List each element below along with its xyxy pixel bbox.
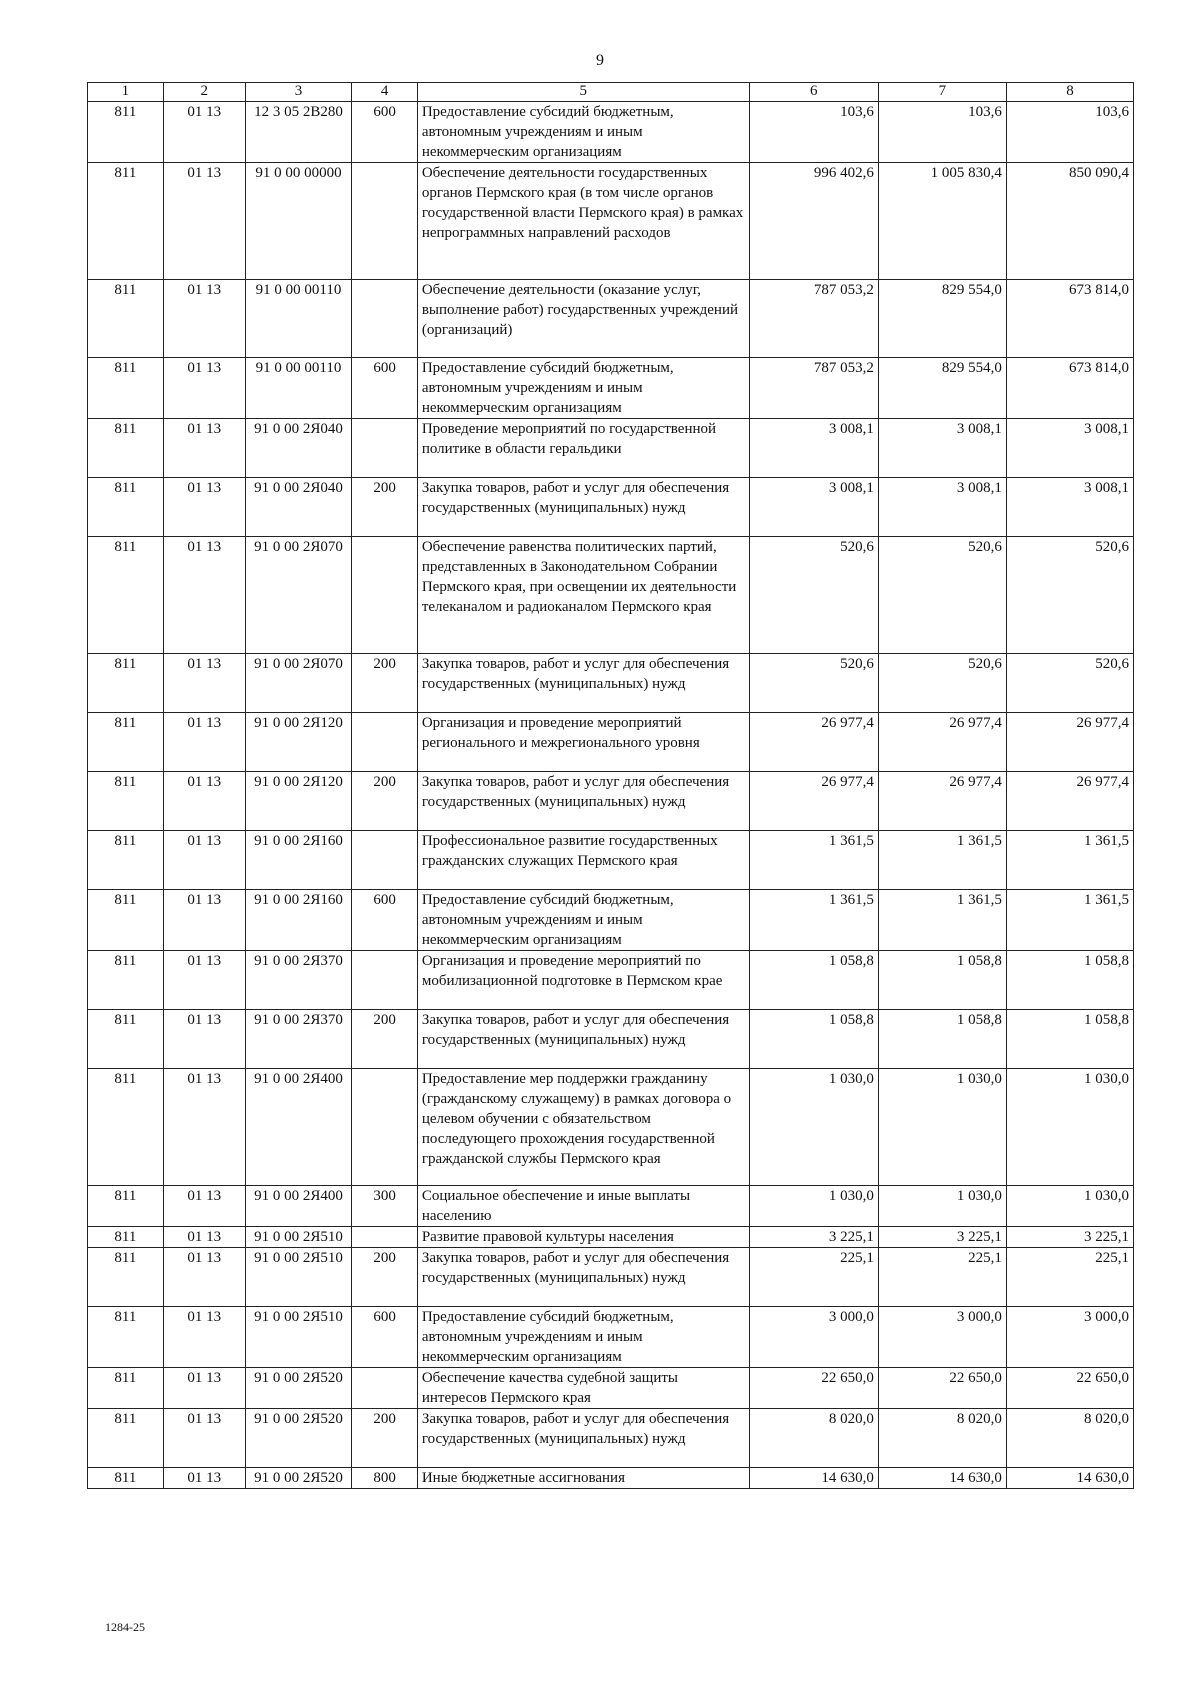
cell-description: Предоставление мер поддержки гражданину (гражданскому служащему) в рамках договора о целевом обучении с обязательством последующего прохождения государственной гражданской службы Пермского края [417,1069,749,1186]
cell-amount-year-2: 1 058,8 [878,1010,1006,1069]
header-cell: 2 [163,83,245,102]
cell-section: 01 13 [163,951,245,1010]
cell-amount-year-1: 787 053,2 [749,280,878,358]
cell-expense-type [352,1069,418,1186]
cell-description: Закупка товаров, работ и услуг для обеспечения государственных (муниципальных) нужд [417,1409,749,1468]
cell-target-article: 91 0 00 2Я070 [245,654,352,713]
table-row [88,102,1134,163]
cell-amount-year-1: 1 058,8 [749,951,878,1010]
header-cell: 1 [88,83,164,102]
cell-amount-year-3: 22 650,0 [1006,1368,1133,1409]
cell-admin-code: 811 [88,280,164,358]
cell-description: Предоставление субсидий бюджетным, автономным учреждениям и иным некоммерческим организациям [417,358,749,419]
cell-amount-year-2: 3 008,1 [878,419,1006,478]
table-row [88,537,1134,654]
cell-amount-year-1: 3 000,0 [749,1307,878,1368]
cell-admin-code: 811 [88,772,164,831]
cell-amount-year-3: 1 030,0 [1006,1069,1133,1186]
cell-amount-year-1: 1 361,5 [749,831,878,890]
cell-amount-year-3: 3 008,1 [1006,419,1133,478]
cell-amount-year-2: 14 630,0 [878,1468,1006,1489]
cell-amount-year-3: 520,6 [1006,654,1133,713]
cell-expense-type [352,1368,418,1409]
cell-description: Закупка товаров, работ и услуг для обеспечения государственных (муниципальных) нужд [417,1010,749,1069]
table-row [88,1010,1134,1069]
cell-admin-code: 811 [88,163,164,280]
cell-section: 01 13 [163,1368,245,1409]
header-cell: 4 [352,83,418,102]
cell-expense-type: 200 [352,478,418,537]
cell-amount-year-1: 225,1 [749,1248,878,1307]
cell-target-article: 91 0 00 2Я510 [245,1248,352,1307]
cell-description: Проведение мероприятий по государственной политике в области геральдики [417,419,749,478]
cell-section: 01 13 [163,419,245,478]
cell-amount-year-1: 26 977,4 [749,713,878,772]
cell-target-article: 91 0 00 2Я400 [245,1069,352,1186]
cell-admin-code: 811 [88,1186,164,1227]
cell-amount-year-1: 14 630,0 [749,1468,878,1489]
cell-expense-type [352,831,418,890]
cell-amount-year-3: 1 058,8 [1006,1010,1133,1069]
cell-admin-code: 811 [88,951,164,1010]
cell-expense-type [352,163,418,280]
cell-target-article: 91 0 00 2Я070 [245,537,352,654]
cell-admin-code: 811 [88,478,164,537]
cell-admin-code: 811 [88,1368,164,1409]
cell-expense-type [352,951,418,1010]
cell-expense-type: 600 [352,358,418,419]
cell-target-article: 91 0 00 00110 [245,280,352,358]
cell-target-article: 91 0 00 2Я120 [245,772,352,831]
header-row [88,83,1134,102]
cell-amount-year-3: 8 020,0 [1006,1409,1133,1468]
cell-amount-year-3: 14 630,0 [1006,1468,1133,1489]
cell-amount-year-2: 1 030,0 [878,1069,1006,1186]
cell-section: 01 13 [163,1069,245,1186]
table-row [88,163,1134,280]
cell-target-article: 91 0 00 2Я510 [245,1227,352,1248]
cell-amount-year-2: 3 000,0 [878,1307,1006,1368]
cell-target-article: 91 0 00 00110 [245,358,352,419]
cell-amount-year-3: 225,1 [1006,1248,1133,1307]
cell-amount-year-1: 22 650,0 [749,1368,878,1409]
table-row [88,1368,1134,1409]
header-cell: 3 [245,83,352,102]
cell-target-article: 12 3 05 2В280 [245,102,352,163]
cell-amount-year-1: 1 030,0 [749,1186,878,1227]
table-row [88,654,1134,713]
header-cell: 6 [749,83,878,102]
cell-section: 01 13 [163,1227,245,1248]
cell-amount-year-1: 520,6 [749,654,878,713]
cell-admin-code: 811 [88,1227,164,1248]
table-row [88,1409,1134,1468]
cell-amount-year-3: 26 977,4 [1006,713,1133,772]
cell-description: Закупка товаров, работ и услуг для обеспечения государственных (муниципальных) нужд [417,478,749,537]
table-row [88,890,1134,951]
cell-amount-year-1: 3 008,1 [749,419,878,478]
table-row [88,1307,1134,1368]
cell-amount-year-1: 103,6 [749,102,878,163]
cell-amount-year-1: 8 020,0 [749,1409,878,1468]
cell-amount-year-3: 850 090,4 [1006,163,1133,280]
cell-description: Предоставление субсидий бюджетным, автономным учреждениям и иным некоммерческим организациям [417,102,749,163]
cell-description: Организация и проведение мероприятий по мобилизационной подготовке в Пермском крае [417,951,749,1010]
table-row [88,280,1134,358]
cell-amount-year-3: 3 008,1 [1006,478,1133,537]
cell-target-article: 91 0 00 2Я160 [245,890,352,951]
cell-amount-year-1: 1 058,8 [749,1010,878,1069]
cell-amount-year-1: 1 030,0 [749,1069,878,1186]
cell-amount-year-2: 3 225,1 [878,1227,1006,1248]
cell-description: Закупка товаров, работ и услуг для обеспечения государственных (муниципальных) нужд [417,772,749,831]
cell-description: Предоставление субсидий бюджетным, автономным учреждениям и иным некоммерческим организациям [417,890,749,951]
cell-description: Обеспечение деятельности (оказание услуг, выполнение работ) государственных учреждений (организаций) [417,280,749,358]
cell-description: Обеспечение деятельности государственных органов Пермского края (в том числе органов государственной власти Пермского края) в рамках непрограммных направлений расходов [417,163,749,280]
cell-amount-year-1: 520,6 [749,537,878,654]
cell-admin-code: 811 [88,1069,164,1186]
cell-amount-year-2: 1 058,8 [878,951,1006,1010]
cell-expense-type: 600 [352,102,418,163]
budget-table [87,82,1134,1489]
table-row [88,478,1134,537]
cell-description: Развитие правовой культуры населения [417,1227,749,1248]
cell-target-article: 91 0 00 2Я040 [245,478,352,537]
cell-section: 01 13 [163,537,245,654]
cell-section: 01 13 [163,654,245,713]
cell-admin-code: 811 [88,713,164,772]
cell-expense-type: 200 [352,1010,418,1069]
table-body [88,102,1134,1489]
header-cell: 5 [417,83,749,102]
table-row [88,772,1134,831]
cell-admin-code: 811 [88,358,164,419]
cell-amount-year-2: 829 554,0 [878,280,1006,358]
cell-amount-year-3: 3 000,0 [1006,1307,1133,1368]
cell-amount-year-1: 26 977,4 [749,772,878,831]
cell-target-article: 91 0 00 2Я520 [245,1368,352,1409]
cell-admin-code: 811 [88,419,164,478]
cell-description: Профессиональное развитие государственных гражданских служащих Пермского края [417,831,749,890]
cell-description: Иные бюджетные ассигнования [417,1468,749,1489]
cell-section: 01 13 [163,713,245,772]
cell-amount-year-1: 3 008,1 [749,478,878,537]
cell-section: 01 13 [163,831,245,890]
cell-amount-year-1: 996 402,6 [749,163,878,280]
cell-amount-year-2: 26 977,4 [878,713,1006,772]
cell-section: 01 13 [163,1307,245,1368]
cell-admin-code: 811 [88,1409,164,1468]
cell-section: 01 13 [163,358,245,419]
cell-amount-year-3: 1 361,5 [1006,831,1133,890]
cell-amount-year-2: 1 361,5 [878,890,1006,951]
table-row [88,1069,1134,1186]
cell-amount-year-2: 829 554,0 [878,358,1006,419]
cell-admin-code: 811 [88,831,164,890]
cell-amount-year-2: 22 650,0 [878,1368,1006,1409]
cell-admin-code: 811 [88,1248,164,1307]
cell-target-article: 91 0 00 2Я370 [245,951,352,1010]
cell-admin-code: 811 [88,890,164,951]
cell-expense-type [352,419,418,478]
cell-amount-year-3: 3 225,1 [1006,1227,1133,1248]
cell-amount-year-2: 3 008,1 [878,478,1006,537]
cell-admin-code: 811 [88,102,164,163]
table-row [88,1248,1134,1307]
table-row [88,358,1134,419]
cell-amount-year-3: 520,6 [1006,537,1133,654]
cell-description: Обеспечение равенства политических партий, представленных в Законодательном Собрании Пермского края, при освещении их деятельности телеканалом и радиоканалом Пермского края [417,537,749,654]
cell-amount-year-2: 1 005 830,4 [878,163,1006,280]
cell-section: 01 13 [163,280,245,358]
cell-amount-year-2: 26 977,4 [878,772,1006,831]
cell-amount-year-3: 26 977,4 [1006,772,1133,831]
table-row [88,1468,1134,1489]
table-row [88,1227,1134,1248]
cell-amount-year-3: 1 058,8 [1006,951,1133,1010]
cell-expense-type: 200 [352,654,418,713]
cell-target-article: 91 0 00 2Я520 [245,1409,352,1468]
cell-admin-code: 811 [88,1468,164,1489]
cell-target-article: 91 0 00 00000 [245,163,352,280]
cell-expense-type: 800 [352,1468,418,1489]
cell-expense-type: 200 [352,1248,418,1307]
cell-amount-year-2: 520,6 [878,537,1006,654]
cell-section: 01 13 [163,1409,245,1468]
cell-section: 01 13 [163,1186,245,1227]
cell-amount-year-2: 1 361,5 [878,831,1006,890]
cell-description: Закупка товаров, работ и услуг для обеспечения государственных (муниципальных) нужд [417,1248,749,1307]
table-row [88,1186,1134,1227]
cell-expense-type [352,1227,418,1248]
cell-amount-year-2: 225,1 [878,1248,1006,1307]
cell-amount-year-3: 1 361,5 [1006,890,1133,951]
cell-amount-year-3: 673 814,0 [1006,358,1133,419]
cell-admin-code: 811 [88,537,164,654]
cell-target-article: 91 0 00 2Я370 [245,1010,352,1069]
cell-expense-type [352,537,418,654]
table-row [88,831,1134,890]
cell-description: Социальное обеспечение и иные выплаты населению [417,1186,749,1227]
cell-section: 01 13 [163,772,245,831]
cell-expense-type [352,280,418,358]
cell-description: Закупка товаров, работ и услуг для обеспечения государственных (муниципальных) нужд [417,654,749,713]
cell-admin-code: 811 [88,654,164,713]
table-row [88,951,1134,1010]
cell-expense-type: 600 [352,1307,418,1368]
page-number: 9 [596,52,604,69]
cell-amount-year-2: 520,6 [878,654,1006,713]
header-cell: 7 [878,83,1006,102]
cell-target-article: 91 0 00 2Я400 [245,1186,352,1227]
cell-section: 01 13 [163,890,245,951]
document-code: 1284-25 [105,1620,145,1634]
cell-amount-year-2: 103,6 [878,102,1006,163]
cell-target-article: 91 0 00 2Я160 [245,831,352,890]
cell-section: 01 13 [163,1468,245,1489]
cell-target-article: 91 0 00 2Я510 [245,1307,352,1368]
cell-admin-code: 811 [88,1010,164,1069]
cell-amount-year-1: 787 053,2 [749,358,878,419]
cell-amount-year-3: 673 814,0 [1006,280,1133,358]
cell-target-article: 91 0 00 2Я520 [245,1468,352,1489]
cell-amount-year-3: 1 030,0 [1006,1186,1133,1227]
table-row [88,419,1134,478]
cell-expense-type: 200 [352,1409,418,1468]
cell-section: 01 13 [163,1010,245,1069]
cell-expense-type: 300 [352,1186,418,1227]
cell-expense-type: 600 [352,890,418,951]
cell-section: 01 13 [163,1248,245,1307]
cell-admin-code: 811 [88,1307,164,1368]
cell-target-article: 91 0 00 2Я040 [245,419,352,478]
cell-section: 01 13 [163,478,245,537]
cell-section: 01 13 [163,163,245,280]
cell-section: 01 13 [163,102,245,163]
cell-amount-year-2: 1 030,0 [878,1186,1006,1227]
cell-amount-year-2: 8 020,0 [878,1409,1006,1468]
cell-expense-type: 200 [352,772,418,831]
cell-target-article: 91 0 00 2Я120 [245,713,352,772]
cell-description: Организация и проведение мероприятий регионального и межрегионального уровня [417,713,749,772]
cell-amount-year-1: 3 225,1 [749,1227,878,1248]
cell-description: Предоставление субсидий бюджетным, автономным учреждениям и иным некоммерческим организациям [417,1307,749,1368]
cell-expense-type [352,713,418,772]
cell-amount-year-1: 1 361,5 [749,890,878,951]
header-cell: 8 [1006,83,1133,102]
table-row [88,713,1134,772]
cell-amount-year-3: 103,6 [1006,102,1133,163]
cell-description: Обеспечение качества судебной защиты интересов Пермского края [417,1368,749,1409]
